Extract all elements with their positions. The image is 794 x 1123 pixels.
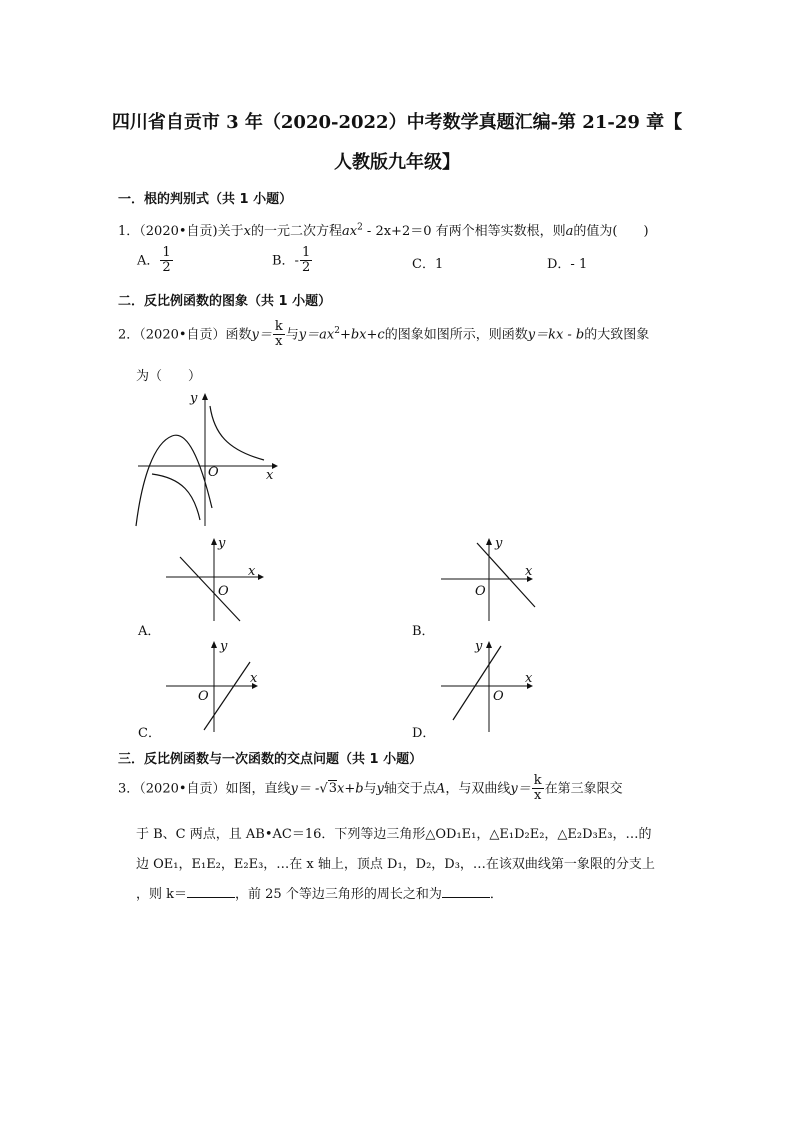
hyperbola-q1-branch [210,406,264,460]
question-2: 2．（2020•自贡）函数y＝ $\frac{k}{x}$ 与$y=ax^2+bx+c$的图象如图所示，则函数y＝kx - b的大致图象 [118,319,650,350]
origin-label: O [208,465,219,480]
q2-option-d-figure[interactable] [435,638,545,734]
question-3-line-3: 边 OE₁，E₁E₂，E₂E₃，…在 x 轴上，顶点 D₁，D₂，D₃，…在该双曲线第一象限的分支上 [136,857,655,872]
origin-label: O [475,584,486,599]
x-axis-label: x [266,468,274,483]
question-3-line-4: ，则 k＝ ，前 25 个等边三角形的周长之和为 ． [136,887,503,902]
q2-option-a-figure[interactable] [160,535,270,625]
q2-main-figure [132,388,282,530]
origin-label: O [218,584,229,599]
x-axis-label: x [250,671,258,686]
line-graph [204,662,250,730]
section-heading-3: 三．反比例函数与一次函数的交点问题（共 1 小题） [118,752,423,767]
question-2-line-2: 为（ ） [136,369,202,384]
answer-blank-k[interactable] [187,885,235,898]
y-axis-label: y [495,536,503,551]
section-heading-1: 一．根的判别式（共 1 小题） [118,192,293,207]
title-line-2: 人教版九年级】 [334,152,460,173]
fraction: $\frac{k}{x}$ [533,773,542,804]
q2-option-c-figure[interactable] [160,638,270,734]
section-heading-2: 二．反比例函数的图象（共 1 小题） [118,294,332,309]
x-axis-label: x [525,564,533,579]
x-axis-arrow [258,574,264,580]
question-1: 1．（2020•自贡)关于x的一元二次方程$ax^2 - 2x+2=0$ 有两个相等实数根，则a的值为( ) [118,222,649,239]
y-axis-label: y [220,639,228,654]
y-axis-arrow [202,393,208,400]
fraction: $\frac{1}{2}$ [162,245,171,276]
answer-blank-perimeter[interactable] [442,885,490,898]
y-axis-arrow [211,641,217,648]
line-graph [180,557,240,621]
q1-option-c[interactable]: C．1 [412,257,444,272]
q1-option-b[interactable]: B．- $\frac{1}{2}$ [272,245,311,276]
y-axis-label: y [218,536,226,551]
hyperbola-q3-branch [152,474,200,520]
x-axis-label: x [525,671,533,686]
q2-option-a-label[interactable]: A． [138,624,161,639]
fraction: $\frac{k}{x}$ [274,319,283,350]
q2-option-d-label[interactable]: D． [412,726,436,741]
y-axis-label: y [475,639,483,654]
x-axis-label: x [248,564,256,579]
q2-option-b-figure[interactable] [435,533,545,623]
q1-option-d[interactable]: D．- 1 [547,257,588,272]
title-line-1: 四川省自贡市 3 年（2020-2022）中考数学真题汇编-第 21-29 章【 [111,112,683,133]
q2-option-c-label[interactable]: C． [138,726,161,741]
line-graph [453,646,501,720]
y-axis-label: y [190,391,198,406]
y-axis-arrow [486,538,492,545]
y-axis-arrow [211,538,217,545]
origin-label: O [493,689,504,704]
question-3-line-2: 于 B、C 两点，且 AB•AC＝16．下列等边三角形△OD₁E₁，△E₁D₂E₂，△E₂D₃E₃，…的 [136,827,652,842]
question-3-line-1: 3．（2020•自贡）如图，直线y＝ -√3x+b与y轴交于点A，与双曲线y＝ $\frac{k}{x}$ 在第三象限交 [118,773,623,804]
q2-option-b-label[interactable]: B． [412,624,435,639]
q1-option-a[interactable]: A． $\frac{1}{2}$ [137,245,171,276]
y-axis-arrow [486,641,492,648]
fraction: $\frac{1}{2}$ [301,245,311,276]
origin-label: O [198,689,209,704]
